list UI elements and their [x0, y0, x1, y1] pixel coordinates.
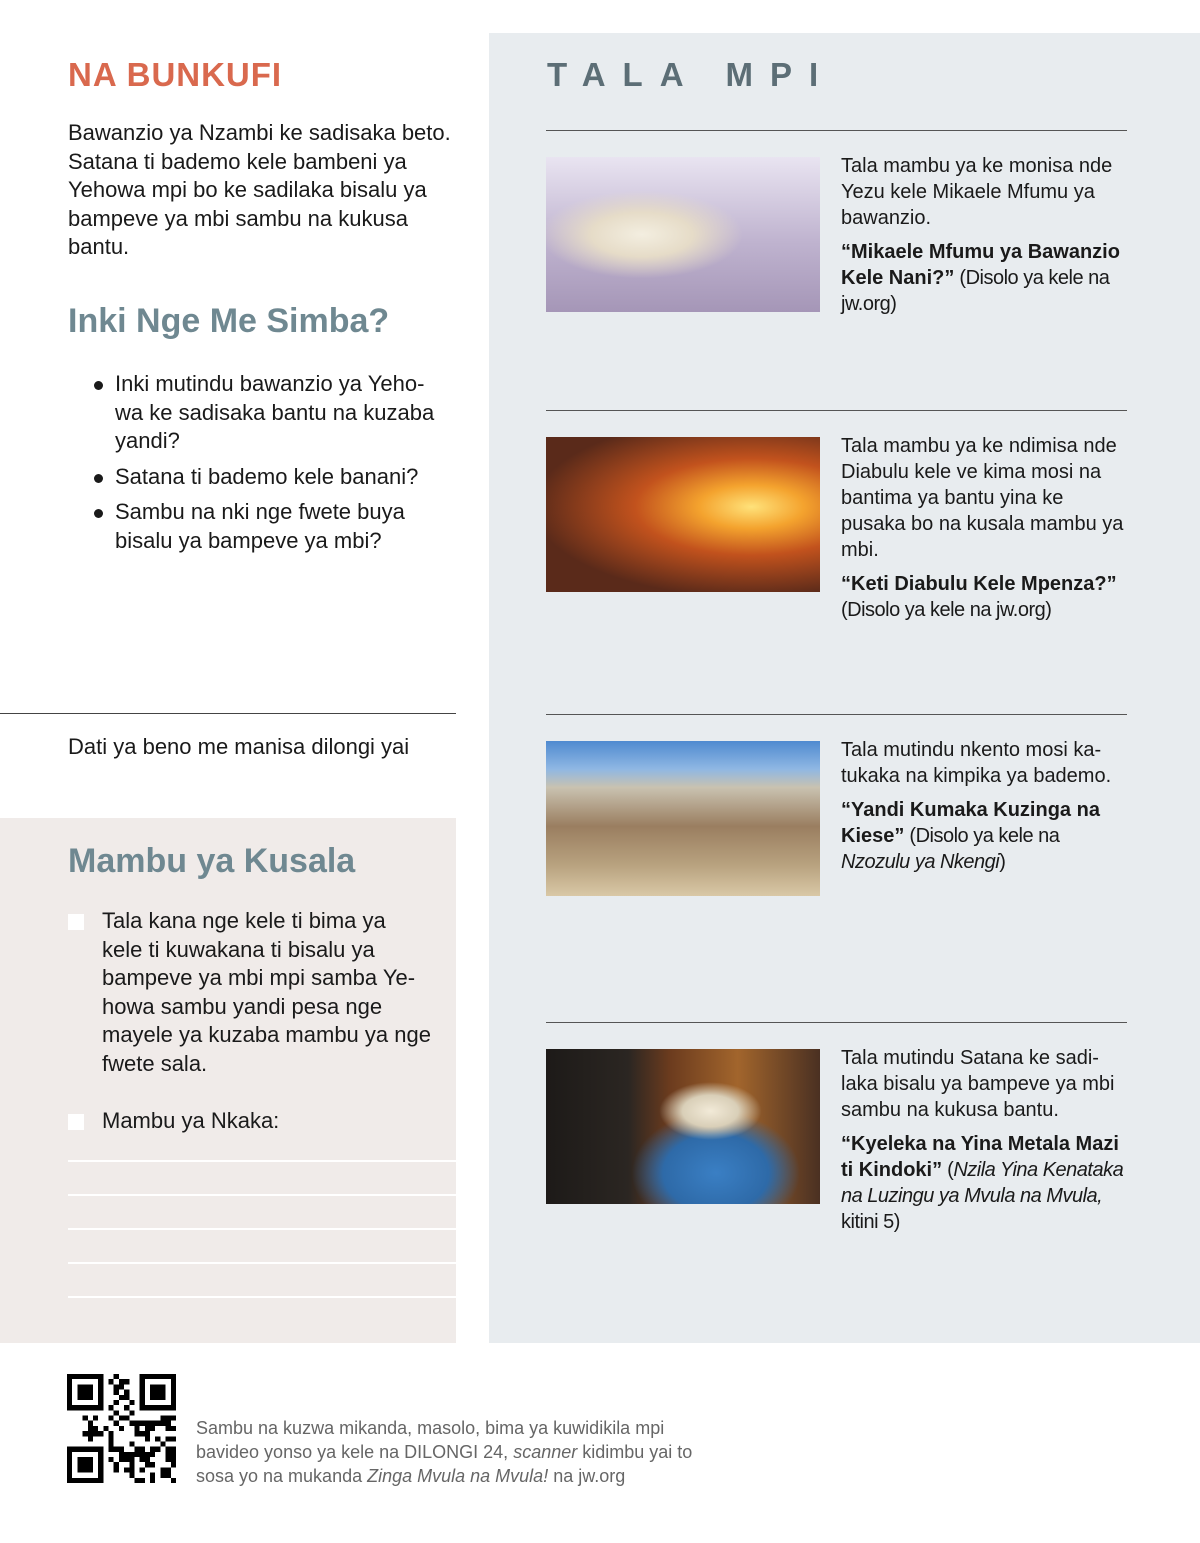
footer-text: na jw.org [548, 1466, 626, 1486]
writing-line[interactable] [68, 1228, 456, 1230]
action-checkbox[interactable] [68, 914, 84, 930]
action-checkbox[interactable] [68, 1114, 84, 1130]
completion-date-label: Dati ya beno me manisa dilongi yai [68, 734, 410, 759]
questions-heading: Inki Nge Me Simba? [68, 302, 390, 340]
actions-panel [0, 818, 456, 1343]
reference-title[interactable]: “Yandi Kumaka Kuzinga na Kiese” [841, 799, 1100, 847]
qr-code-icon[interactable] [67, 1374, 176, 1483]
footer-publication: Zinga Mvula na Mvula! [367, 1466, 549, 1486]
reference-suffix: ) [999, 851, 1006, 873]
action-item: Mambu ya Nkaka: [102, 1108, 280, 1133]
reference-publication: Nzila Yina Kenataka na Luzingu ya Mvula na Mvula, [841, 1159, 1124, 1207]
reference-title[interactable]: “Mikaele Mfumu ya Bawanzio Kele Nani?” [841, 241, 1120, 289]
item-reference[interactable] [841, 797, 1126, 875]
question-item: Satana ti bademo kele banani? [92, 463, 452, 492]
see-also-item [841, 737, 1126, 875]
woman-with-bible-student-photo [546, 1049, 820, 1204]
reference-publication: Nzozulu ya Nkengi [841, 851, 1000, 873]
angel-army-illustration [546, 157, 820, 312]
reference-source: (Disolo ya kele na [904, 825, 1060, 847]
divider [0, 713, 456, 714]
intro-paragraph: Bawanzio ya Nzambi ke sadisaka beto. Satana ti bademo kele bambeni ya Yehowa mpi bo ke sadilaka bisalu ya bampeve ya mbi sambu na kukusa bantu. [68, 120, 451, 259]
item-reference[interactable] [841, 239, 1126, 317]
footer-note [196, 1416, 696, 1488]
question-item: Inki mutindu bawanzio ya Yeho-wa ke sadisaka bantu na kuzaba yandi? [92, 370, 452, 456]
item-description: Tala mutindu nkento mosi ka-tukaka na kimpika ya bademo. [841, 739, 1112, 787]
kingdom-hall-construction-photo [546, 741, 820, 896]
see-also-item [841, 1045, 1126, 1235]
item-reference[interactable] [841, 571, 1126, 623]
jesus-and-devil-illustration [546, 437, 820, 592]
item-reference[interactable] [841, 1131, 1126, 1235]
actions-heading: Mambu ya Kusala [68, 842, 356, 880]
see-also-heading: TALA MPI [547, 56, 836, 93]
reference-title[interactable]: “Keti Diabulu Kele Mpenza?” [841, 573, 1117, 595]
item-description: Tala mambu ya ke ndimisa nde Diabulu kele ve kima mosi na bantima ya bantu yina ke pusaka bo na kusala mambu ya mbi. [841, 435, 1124, 561]
writing-line[interactable] [68, 1160, 456, 1162]
divider [546, 130, 1127, 131]
footer-text: kidimbu yai to sosa yo na mukanda [196, 1442, 693, 1486]
writing-line[interactable] [68, 1296, 456, 1298]
reference-source: (Disolo ya kele na jw.org) [841, 267, 1110, 315]
see-also-item [841, 153, 1126, 317]
review-questions [92, 370, 452, 562]
footer-text: Sambu na kuzwa mikanda, masolo, bima ya kuwidikila mpi bavideo yonso ya kele na DILONGI 24, [196, 1418, 665, 1462]
item-description: Tala mambu ya ke monisa nde Yezu kele Mikaele Mfumu ya bawanzio. [841, 155, 1113, 229]
divider [546, 410, 1127, 411]
writing-line[interactable] [68, 1194, 456, 1196]
section-kicker: NA BUNKUFI [68, 56, 283, 93]
footer-italic: scanner [513, 1442, 578, 1462]
reference-title[interactable]: “Kyeleka na Yina Metala Mazi ti Kindoki” [841, 1133, 1119, 1181]
question-item: Sambu na nki nge fwete buya bisalu ya bampeve ya mbi? [92, 498, 452, 555]
divider [546, 1022, 1127, 1023]
reference-source: (Disolo ya kele na jw.org) [841, 599, 1052, 621]
item-description: Tala mutindu Satana ke sadi-laka bisalu ya bampeve ya mbi sambu na kukusa bantu. [841, 1047, 1115, 1121]
reference-suffix: kitini 5) [841, 1211, 900, 1233]
action-item: Tala kana nge kele ti bima ya kele ti kuwakana ti bisalu ya bampeve ya mbi mpi samba Ye-howa sambu yandi pesa nge mayele ya kuzaba mambu ya nge fwete sala. [102, 908, 431, 1076]
writing-line[interactable] [68, 1262, 456, 1264]
see-also-item [841, 433, 1126, 623]
divider [546, 714, 1127, 715]
reference-source: ( [942, 1159, 954, 1181]
